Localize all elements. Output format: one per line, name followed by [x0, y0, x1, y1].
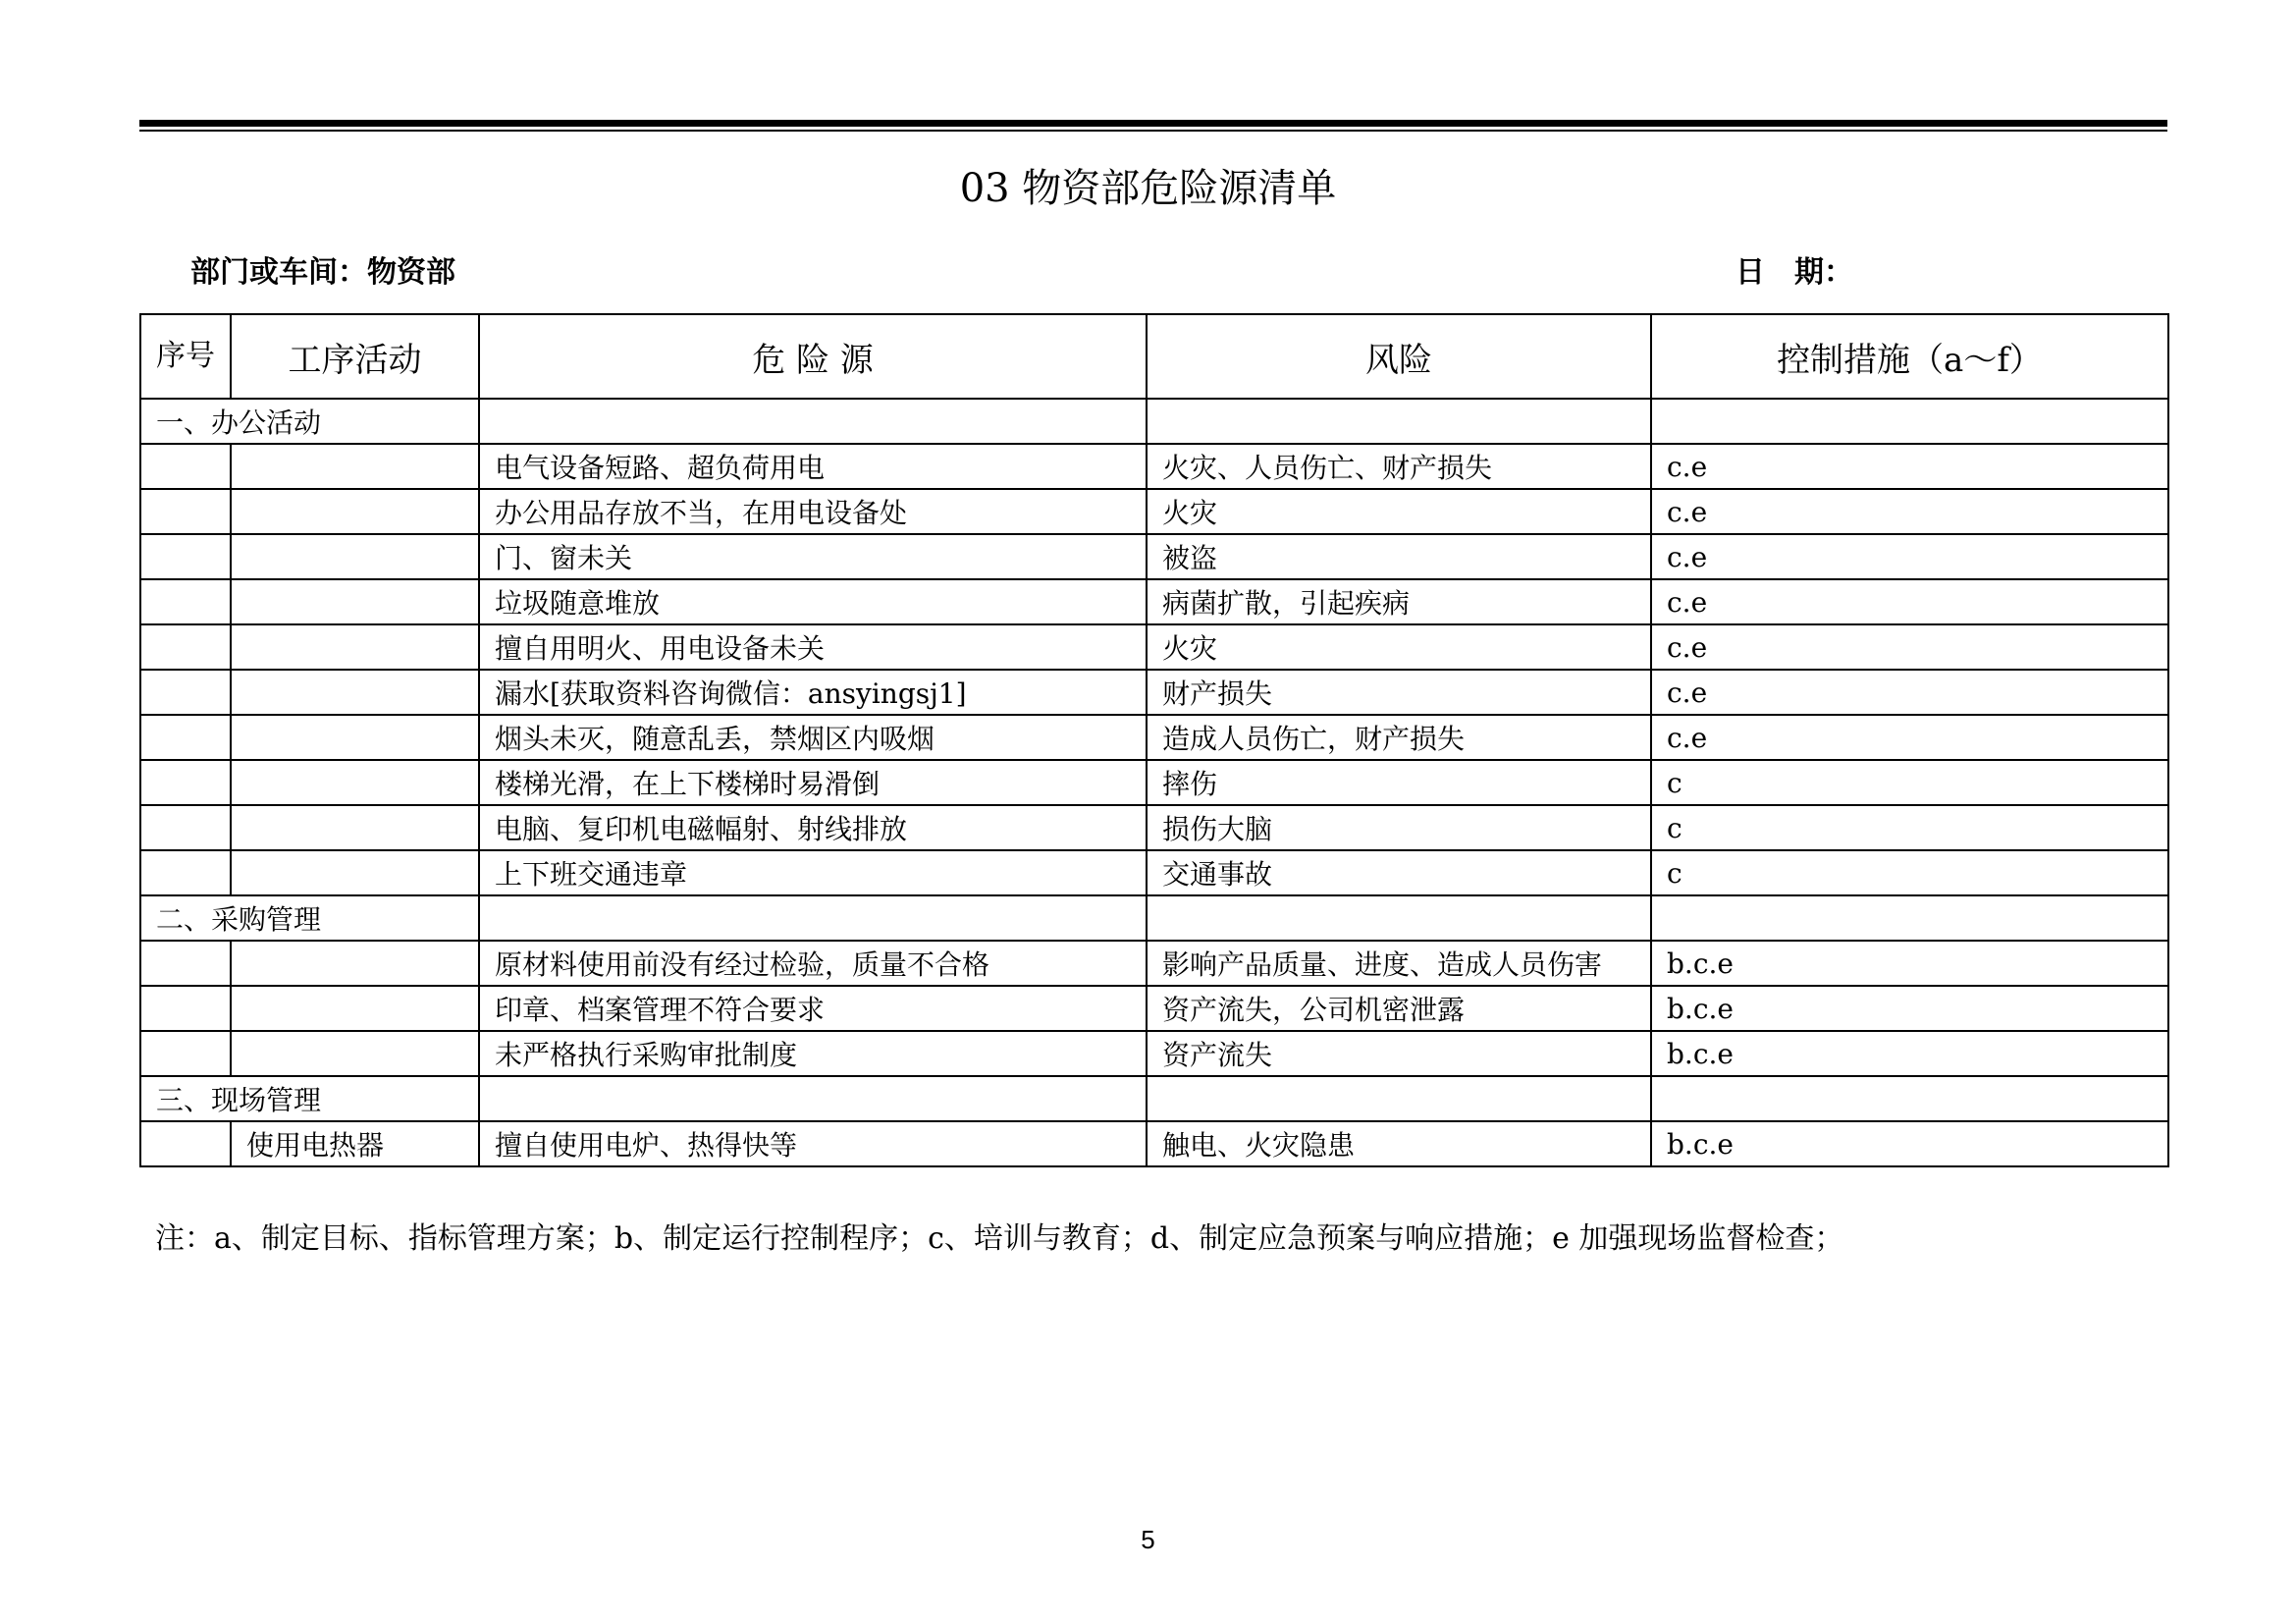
section-empty-cell: [1651, 399, 2168, 444]
risk-cell: 交通事故: [1147, 850, 1651, 895]
hazard-cell: 擅自用明火、用电设备未关: [479, 624, 1147, 670]
table-row: [140, 670, 2168, 715]
risk-cell: 火灾、人员伤亡、财产损失: [1147, 444, 1651, 489]
table-row: [140, 715, 2168, 760]
control-cell: b.c.e: [1651, 1031, 2168, 1076]
table-row: [140, 534, 2168, 579]
section-empty-cell: [1651, 1076, 2168, 1121]
index-cell: [140, 941, 231, 986]
table-row: [140, 941, 2168, 986]
activity-cell: [231, 670, 479, 715]
hazard-cell: 办公用品存放不当，在用电设备处: [479, 489, 1147, 534]
index-cell: [140, 1031, 231, 1076]
index-cell: [140, 986, 231, 1031]
risk-cell: 财产损失: [1147, 670, 1651, 715]
table-header-row: [140, 314, 2168, 399]
risk-cell: 触电、火灾隐患: [1147, 1121, 1651, 1166]
section-empty-cell: [479, 895, 1147, 941]
activity-cell: [231, 715, 479, 760]
hazard-cell: 印章、档案管理不符合要求: [479, 986, 1147, 1031]
control-cell: c: [1651, 760, 2168, 805]
hazard-cell: 垃圾随意堆放: [479, 579, 1147, 624]
section-empty-cell: [1147, 1076, 1651, 1121]
header-index: 序号: [140, 314, 231, 399]
index-cell: [140, 715, 231, 760]
header-control: 控制措施（a～f）: [1651, 314, 2168, 399]
control-cell: c.e: [1651, 579, 2168, 624]
section-row: [140, 1076, 2168, 1121]
section-title: 三、现场管理: [140, 1076, 479, 1121]
table-row: [140, 805, 2168, 850]
table-row: [140, 579, 2168, 624]
hazard-cell: 电脑、复印机电磁幅射、射线排放: [479, 805, 1147, 850]
hazard-cell: 电气设备短路、超负荷用电: [479, 444, 1147, 489]
risk-cell: 损伤大脑: [1147, 805, 1651, 850]
index-cell: [140, 1121, 231, 1166]
activity-cell: [231, 986, 479, 1031]
activity-cell: [231, 579, 479, 624]
control-cell: c: [1651, 805, 2168, 850]
activity-cell: [231, 534, 479, 579]
hazard-table: [139, 313, 2169, 1167]
footnote: 注：a、制定目标、指标管理方案；b、制定运行控制程序；c、培训与教育；d、制定应急预案与响应措施；e 加强现场监督检查；: [155, 1221, 1844, 1256]
index-cell: [140, 579, 231, 624]
activity-cell: [231, 760, 479, 805]
header-rule-thin: [139, 130, 2167, 132]
control-cell: c: [1651, 850, 2168, 895]
activity-cell: [231, 850, 479, 895]
section-empty-cell: [479, 399, 1147, 444]
table-row: [140, 624, 2168, 670]
control-cell: c.e: [1651, 624, 2168, 670]
table-row: [140, 489, 2168, 534]
header-rule-thick: [139, 120, 2167, 127]
table-row: [140, 444, 2168, 489]
control-cell: c.e: [1651, 534, 2168, 579]
hazard-cell: 漏水[获取资料咨询微信：ansyingsj1]: [479, 670, 1147, 715]
control-cell: c.e: [1651, 715, 2168, 760]
risk-cell: 被盗: [1147, 534, 1651, 579]
index-cell: [140, 670, 231, 715]
activity-cell: [231, 805, 479, 850]
risk-cell: 影响产品质量、进度、造成人员伤害: [1147, 941, 1651, 986]
activity-cell: 使用电热器: [231, 1121, 479, 1166]
risk-cell: 火灾: [1147, 624, 1651, 670]
activity-cell: [231, 941, 479, 986]
index-cell: [140, 444, 231, 489]
department-label: 部门或车间：物资部: [190, 255, 455, 290]
activity-cell: [231, 1031, 479, 1076]
table-row: [140, 986, 2168, 1031]
table-row: [140, 1031, 2168, 1076]
control-cell: c.e: [1651, 489, 2168, 534]
header-activity: 工序活动: [231, 314, 479, 399]
section-row: [140, 399, 2168, 444]
header-risk: 风险: [1147, 314, 1651, 399]
risk-cell: 造成人员伤亡，财产损失: [1147, 715, 1651, 760]
risk-cell: 火灾: [1147, 489, 1651, 534]
index-cell: [140, 489, 231, 534]
table-row: [140, 1121, 2168, 1166]
section-title: 一、办公活动: [140, 399, 479, 444]
table-body: [140, 399, 2168, 1166]
index-cell: [140, 624, 231, 670]
hazard-cell: 楼梯光滑，在上下楼梯时易滑倒: [479, 760, 1147, 805]
hazard-cell: 门、窗未关: [479, 534, 1147, 579]
table-row: [140, 760, 2168, 805]
control-cell: b.c.e: [1651, 986, 2168, 1031]
section-title: 二、采购管理: [140, 895, 479, 941]
hazard-cell: 上下班交通违章: [479, 850, 1147, 895]
index-cell: [140, 805, 231, 850]
hazard-cell: 擅自使用电炉、热得快等: [479, 1121, 1147, 1166]
hazard-cell: 原材料使用前没有经过检验，质量不合格: [479, 941, 1147, 986]
section-empty-cell: [1651, 895, 2168, 941]
control-cell: c.e: [1651, 444, 2168, 489]
risk-cell: 病菌扩散，引起疾病: [1147, 579, 1651, 624]
index-cell: [140, 534, 231, 579]
header-hazard: 危 险 源: [479, 314, 1147, 399]
control-cell: b.c.e: [1651, 941, 2168, 986]
risk-cell: 摔伤: [1147, 760, 1651, 805]
activity-cell: [231, 624, 479, 670]
section-empty-cell: [1147, 895, 1651, 941]
hazard-cell: 烟头未灭，随意乱丢，禁烟区内吸烟: [479, 715, 1147, 760]
control-cell: c.e: [1651, 670, 2168, 715]
section-row: [140, 895, 2168, 941]
activity-cell: [231, 444, 479, 489]
risk-cell: 资产流失: [1147, 1031, 1651, 1076]
index-cell: [140, 760, 231, 805]
section-empty-cell: [1147, 399, 1651, 444]
risk-cell: 资产流失，公司机密泄露: [1147, 986, 1651, 1031]
index-cell: [140, 850, 231, 895]
hazard-cell: 未严格执行采购审批制度: [479, 1031, 1147, 1076]
activity-cell: [231, 489, 479, 534]
table-row: [140, 850, 2168, 895]
page-number: 5: [1141, 1525, 1155, 1554]
control-cell: b.c.e: [1651, 1121, 2168, 1166]
page-title: 03 物资部危险源清单: [959, 166, 1337, 211]
section-empty-cell: [479, 1076, 1147, 1121]
date-label: 日 期：: [1735, 255, 1853, 290]
